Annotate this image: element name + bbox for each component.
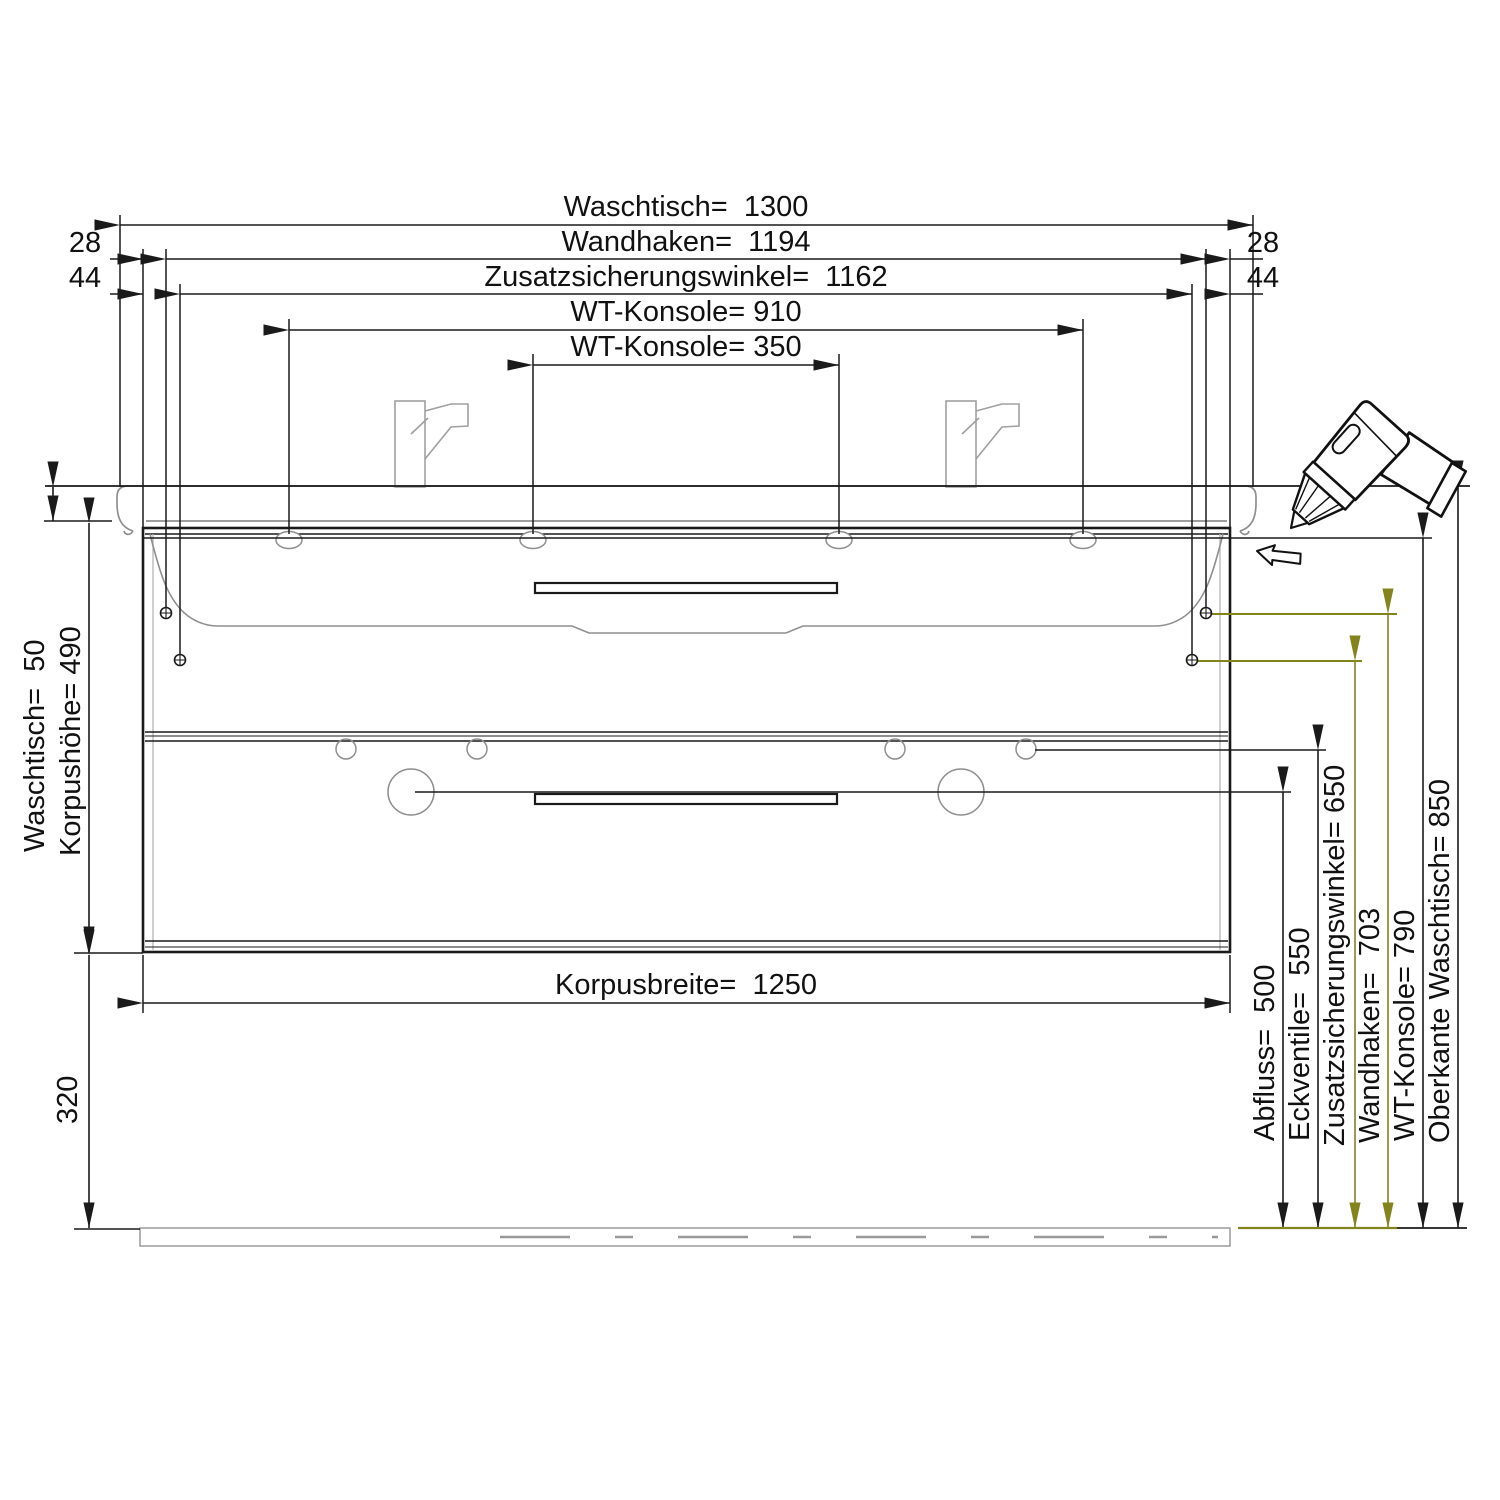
dim-label-offset-28-right: 28 (1246, 227, 1280, 259)
dim-label-abfluss: Abfluss= 500 (1249, 964, 1281, 1141)
dim-label-oberkante-waschtisch: Oberkante Waschtisch= 850 (1424, 778, 1456, 1143)
faucet-left-icon (395, 401, 468, 487)
dim-label-wandhaken-width: Wandhaken= 1194 (561, 226, 811, 258)
dim-label-korpushoehe: Korpushöhe= 490 (55, 626, 87, 856)
drawer-handle-top (535, 583, 837, 593)
dim-label-eckventile: Eckventile= 550 (1284, 927, 1316, 1141)
dim-label-zusatzsicherungswinkel-width: Zusatzsicherungswinkel= 1162 (484, 261, 888, 293)
dim-label-wandhaken-height: Wandhaken= 703 (1354, 907, 1386, 1143)
dim-label-offset-28-left: 28 (68, 227, 102, 259)
dim-label-wt-konsole-350: WT-Konsole= 350 (570, 331, 802, 363)
dim-label-320: 320 (52, 1075, 84, 1124)
screw-icon (1255, 541, 1304, 571)
cabinet-outline (143, 528, 1230, 952)
dim-label-offset-44-right: 44 (1246, 262, 1280, 294)
dim-label-zusatzsicherungswinkel-height: Zusatzsicherungswinkel= 650 (1319, 764, 1351, 1146)
dim-label-wt-konsole-910: WT-Konsole= 910 (570, 296, 802, 328)
drawer-handle-bottom (535, 794, 837, 804)
dim-label-wt-konsole-height: WT-Konsole= 790 (1389, 909, 1421, 1141)
floor-line (140, 1228, 1230, 1246)
dim-label-waschtisch-width: Waschtisch= 1300 (563, 191, 809, 223)
faucet-right-icon (946, 401, 1019, 487)
dim-label-offset-44-left: 44 (68, 262, 102, 294)
drill-icon (1268, 389, 1475, 597)
dim-label-waschtisch-height: Waschtisch= 50 (19, 639, 51, 852)
dim-label-korpusbreite: Korpusbreite= 1250 (555, 969, 817, 1001)
